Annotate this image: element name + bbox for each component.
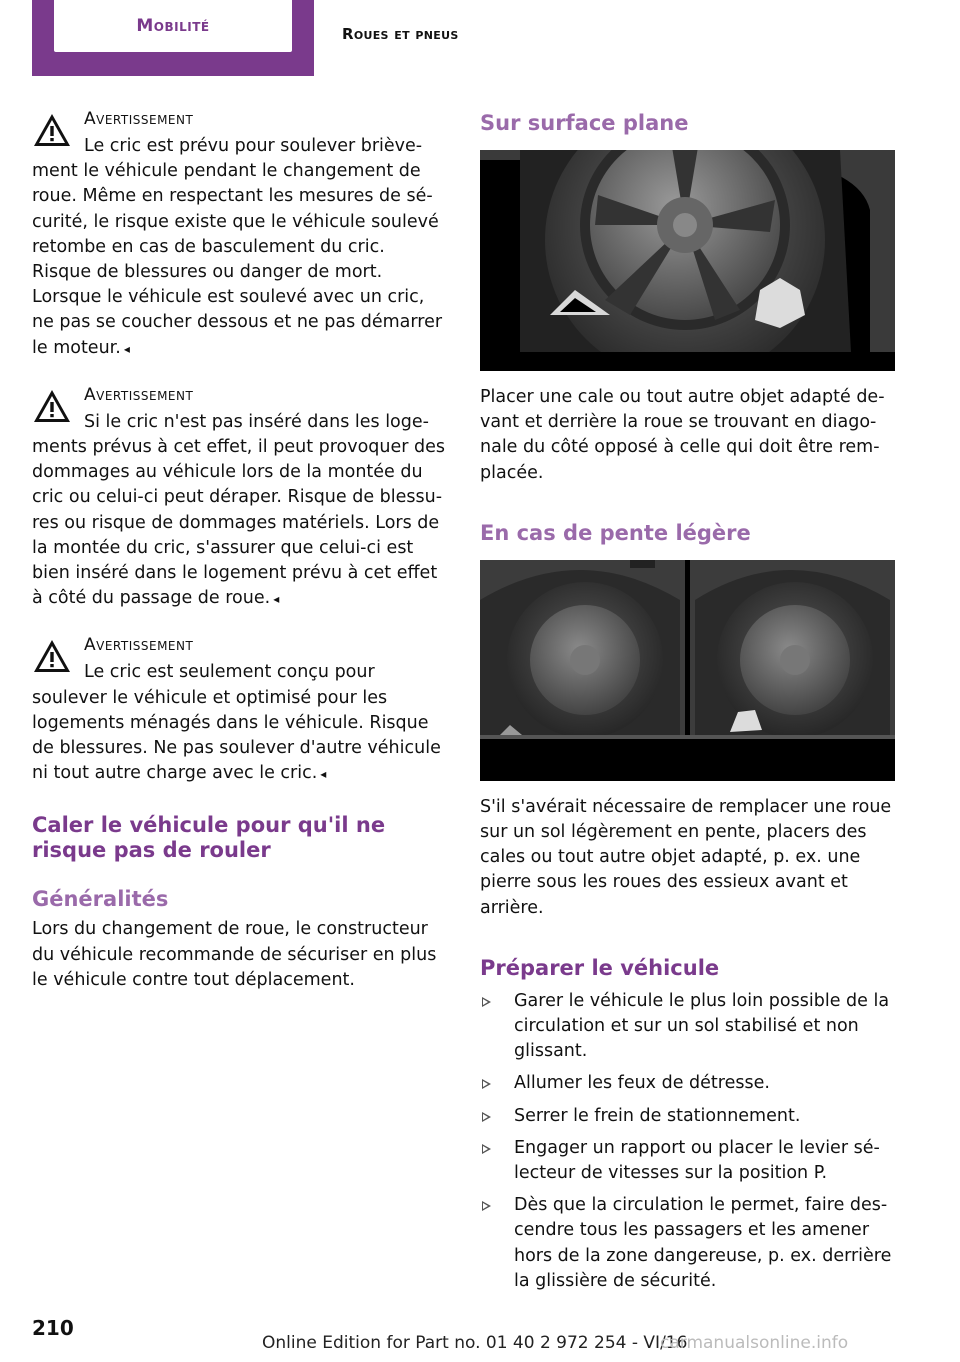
warning-triangle-icon [32, 638, 72, 674]
triangle-bullet-icon [482, 1144, 491, 1154]
flat-surface-figure [480, 150, 895, 371]
header-section-tab [32, 0, 314, 76]
prepare-steps-list [480, 989, 896, 1294]
warning-title: Avertissement [84, 635, 194, 656]
step-text: Allumer les feux de détresse. [514, 1073, 770, 1094]
warning-text-content: Le cric est prévu pour soulever brièvement le véhicule pendant le changement de roue. Même en respectant les mesures de sécurité, le risque existe que le véhicule soulevé retombe en cas de basculement du cric. Risque de blessures ou danger de mort. Lorsque le véhicule est soulevé avec un cric, ne pas se coucher dessous et ne pas démarrer le moteur. [32, 136, 443, 358]
step-text: Dès que la circulation le permet, faire descendre tous les passagers et les amener hors de la zone dangereuse, p. ex. derrière la glissière de sécurité. [514, 1195, 892, 1291]
wheel-chock-slope-illustration [480, 560, 895, 781]
warning-text [32, 660, 448, 787]
triangle-bullet-icon [482, 1079, 491, 1089]
end-mark-icon: ◂ [123, 341, 130, 356]
list-item [480, 1104, 896, 1129]
subsection-title: Généralités [32, 887, 169, 912]
flat-surface-title: Sur surface plane [480, 111, 689, 135]
list-item [480, 989, 896, 1065]
warning-text-content: Le cric est seulement conçu pour soulever le véhicule et optimisé pour les logements ménagés dans le véhicule. Risque de blessures. Ne pas soulever d'autre véhicule ni tout autre charge avec le cric. [32, 662, 441, 784]
wheel-chock-flat-illustration [480, 150, 895, 371]
triangle-bullet-icon [482, 1112, 491, 1122]
prepare-title: Préparer le véhicule [480, 955, 720, 980]
end-mark-icon: ◂ [273, 592, 280, 607]
slope-text: S'il s'avérait nécessaire de remplacer une roue sur un sol légèrement en pente, placers des cales ou tout autre objet adapté, p. ex. une pierre sous les roues des essieux avant et arrière. [480, 796, 892, 918]
flat-surface-text: Placer une cale ou tout autre objet adapté devant et derrière la roue se trouvant en diagonale du côté opposé à celle qui doit être remplacée. [480, 387, 885, 483]
list-item [480, 1136, 896, 1186]
header-section-tab-label-box [54, 0, 292, 52]
header-section-label: Mobilité [136, 16, 210, 36]
triangle-bullet-icon [482, 1201, 491, 1211]
list-item [480, 1071, 896, 1096]
warning-block-2 [32, 384, 448, 613]
warning-triangle-icon [32, 388, 72, 424]
step-text: Serrer le frein de stationnement. [514, 1105, 801, 1126]
warning-block-1 [32, 108, 448, 362]
step-text: Garer le véhicule le plus loin possible de la circulation et sur un sol stabilisé et non glissant. [514, 990, 890, 1062]
left-column [32, 108, 448, 993]
header-chapter-label: Roues et pneus [342, 25, 459, 43]
warning-triangle-icon [32, 112, 72, 148]
step-text: Engager un rapport ou placer le levier sélecteur de vitesses sur la position P. [514, 1137, 880, 1184]
slope-figure [480, 560, 895, 781]
warning-text-content: Si le cric n'est pas inséré dans les logements prévus à cet effet, il peut provoquer des dommages au véhicule lors de la montée du cric ou celui-ci peut déraper. Risque de blessures ou risque de dommages matériels. Lors de la montée du cric, s'assurer que celui-ci est bien inséré dans le logement prévu à cet effet à côté du passage de roue. [32, 411, 446, 609]
warning-block-3 [32, 634, 448, 787]
section-title: Caler le véhicule pour qu'il ne risque pas de rouler [32, 813, 386, 863]
warning-text [32, 410, 448, 613]
list-item [480, 1193, 896, 1294]
warning-title: Avertissement [84, 109, 194, 129]
warning-text [32, 134, 448, 362]
triangle-bullet-icon [482, 997, 491, 1007]
footer-edition: Online Edition for Part no. 01 40 2 972 254 - VI/16 [262, 1333, 688, 1353]
right-column [480, 108, 896, 1301]
warning-title: Avertissement [84, 384, 194, 405]
footer-watermark[interactable]: carmanualsonline.info [660, 1333, 849, 1353]
page-number: 210 [32, 1316, 74, 1340]
end-mark-icon: ◂ [320, 767, 327, 782]
subsection-text: Lors du changement de roue, le constructeur du véhicule recommande de sécuriser en plus le véhicule contre tout déplacement. [32, 919, 437, 990]
slope-title: En cas de pente légère [480, 520, 751, 545]
